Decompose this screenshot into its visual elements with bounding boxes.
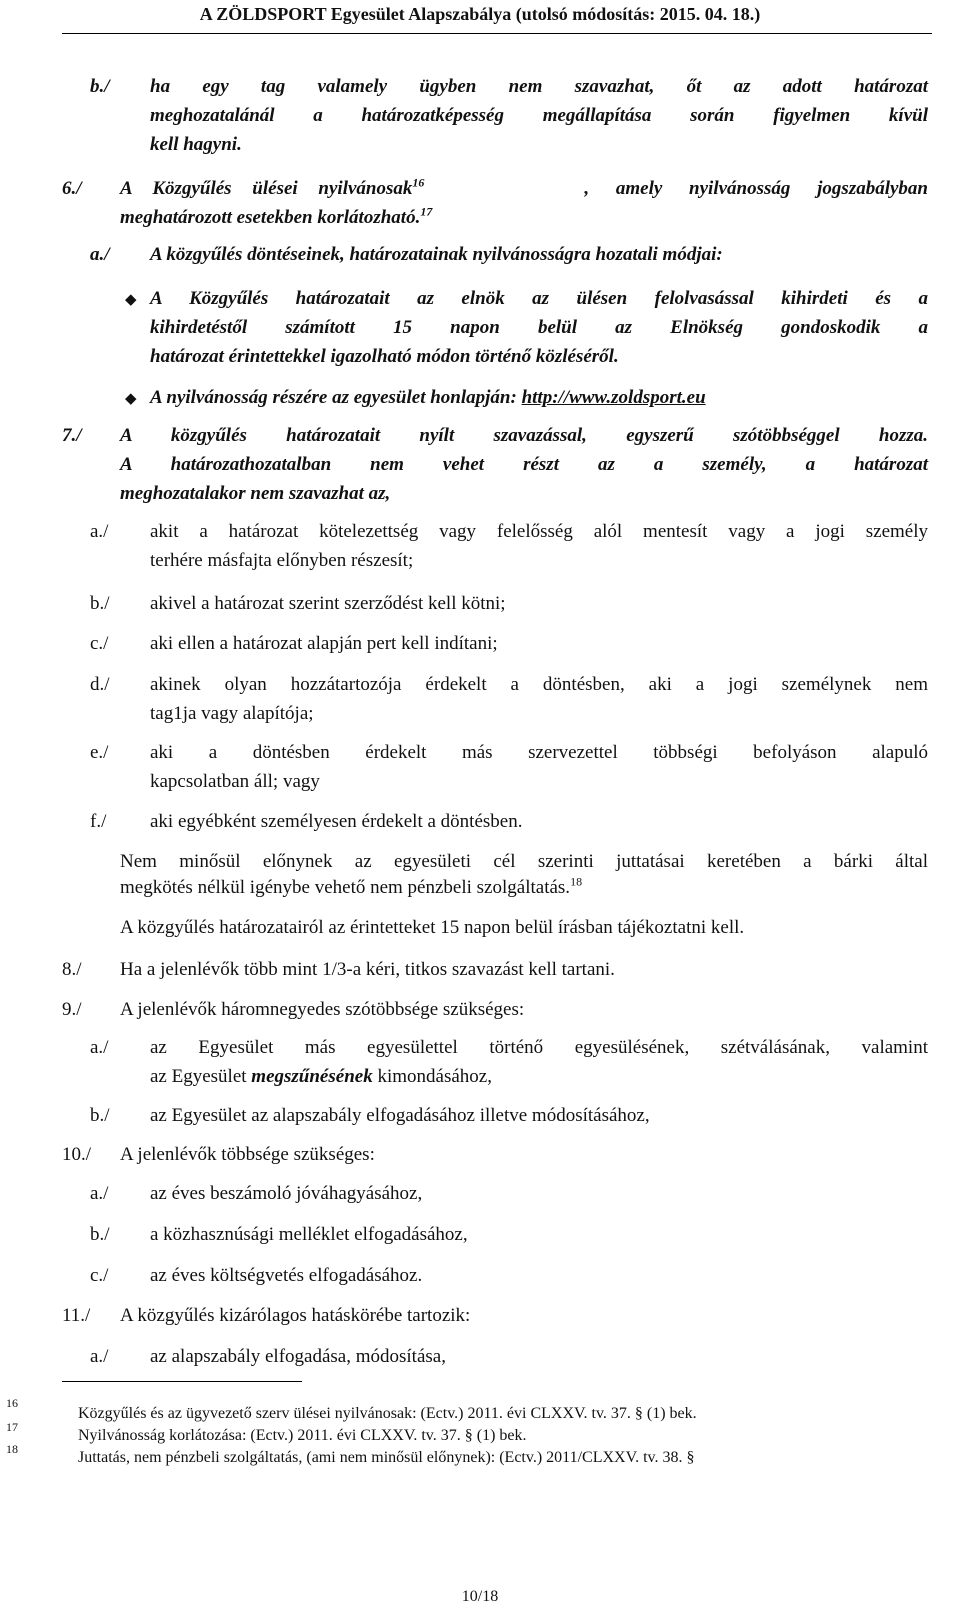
footnote-ref: 17	[420, 204, 433, 219]
text-line: terhére másfajta előnyben részesít;	[150, 550, 414, 571]
text-line: ha egy tag valamely ügyben nem szavazhat, őt az adott határozat	[150, 76, 928, 97]
footnote-divider	[62, 1381, 302, 1382]
item-label: 9./	[62, 999, 82, 1020]
footnote-text: Közgyűlés és az ügyvezető szerv ülései nyilvánosak: (Ectv.) 2011. évi CLXXV. tv. 37. § (1) bek.	[78, 1405, 697, 1422]
text-line	[120, 876, 582, 900]
text-line: kell hagyni.	[150, 134, 242, 155]
text-line: A közgyűlés határozatait nyílt szavazással, egyszerű szótöbbséggel hozza.	[120, 425, 928, 446]
text-line: A jelenlévők többsége szükséges:	[120, 1144, 375, 1165]
footnote-number: 16	[6, 1396, 18, 1410]
item-label: c./	[90, 1265, 109, 1286]
text-line: Nem minősül előnynek az egyesületi cél szerinti juttatásai keretében a bárki által	[120, 851, 928, 872]
text-span: A nyilvánosság részére az egyesület honlapján:	[150, 387, 522, 408]
text-line: akivel a határozat szerint szerződést kell kötni;	[150, 593, 506, 614]
text-line: aki a döntésben érdekelt más szervezettel többségi befolyáson alapuló	[150, 742, 928, 763]
text-line: az Egyesület más egyesülettel történő egyesülésének, szétválásának, valamint	[150, 1037, 928, 1058]
text-line: az Egyesület az alapszabály elfogadásához illetve módosításához,	[150, 1105, 650, 1126]
item-label: c./	[90, 633, 109, 654]
text-line: A határozathozatalban nem vehet részt az a személy, a határozat	[120, 454, 928, 475]
item-label: b./	[90, 1105, 110, 1126]
text-line: akinek olyan hozzátartozója érdekelt a döntésben, aki a jogi személynek nem	[150, 674, 928, 695]
page-header: A ZÖLDSPORT Egyesület Alapszabálya (utolsó módosítás: 2015. 04. 18.)	[199, 4, 761, 24]
diamond-bullet-icon: ◆	[125, 292, 137, 308]
text-line: tag1ja vagy alapítója;	[150, 703, 314, 724]
text-span: kimondásához,	[372, 1066, 492, 1087]
text-line: akit a határozat kötelezettség vagy felelősség alól mentesít vagy a jogi személy	[150, 521, 928, 542]
text-line: az éves beszámoló jóváhagyásához,	[150, 1183, 423, 1204]
item-label: b./	[90, 1224, 110, 1245]
text-line: kapcsolatban áll; vagy	[150, 771, 320, 792]
footnote-ref: 18	[570, 874, 583, 889]
item-label: a./	[90, 1346, 109, 1367]
footnote-text: Juttatás, nem pénzbeli szolgáltatás, (ami nem minősül előnynek): (Ectv.) 2011/CLXXV. tv. 38. §	[78, 1449, 695, 1466]
item-label: a./	[90, 1183, 109, 1204]
item-label: 6./	[62, 178, 82, 199]
text-line: az éves költségvetés elfogadásához.	[150, 1265, 423, 1286]
text-line	[150, 386, 706, 410]
text-line: Ha a jelenlévők több mint 1/3-a kéri, titkos szavazást kell tartani.	[120, 959, 615, 980]
text-span: meghatározott esetekben korlátozható.	[120, 207, 421, 228]
footnote-number: 17	[6, 1420, 18, 1434]
item-label: b./	[90, 76, 110, 97]
item-label: 8./	[62, 959, 82, 980]
item-label: a./	[90, 244, 110, 265]
text-span: , amely nyilvánosság jogszabályban	[584, 178, 928, 199]
footnote-number: 18	[6, 1442, 18, 1456]
emphasis-text: megszűnésének	[251, 1066, 373, 1087]
text-line	[120, 177, 928, 201]
text-line: a közhasznúsági melléklet elfogadásához,	[150, 1224, 468, 1245]
text-line: A Közgyűlés határozatait az elnök az ülésen felolvasással kihirdeti és a	[150, 288, 928, 309]
text-span: megkötés nélkül igénybe vehető nem pénzbeli szolgáltatás.	[120, 877, 571, 898]
text-line: az alapszabály elfogadása, módosítása,	[150, 1346, 446, 1367]
text-line: A jelenlévők háromnegyedes szótöbbsége szükséges:	[120, 999, 525, 1020]
footnote-text: Nyilvánosság korlátozása: (Ectv.) 2011. évi CLXXV. tv. 37. § (1) bek.	[78, 1427, 527, 1444]
text-line: határozat érintettekkel igazolható módon történő közléséről.	[150, 346, 619, 367]
text-span: az Egyesület	[150, 1066, 252, 1087]
website-link[interactable]: http://www.zoldsport.eu	[521, 387, 706, 408]
item-label: a./	[90, 1037, 109, 1058]
diamond-bullet-icon: ◆	[125, 391, 137, 407]
text-line: aki egyébként személyesen érdekelt a döntésben.	[150, 811, 523, 832]
text-line: meghozatalakor nem szavazhat az,	[120, 483, 391, 504]
item-label: 11./	[62, 1305, 91, 1326]
item-label: 10./	[62, 1144, 92, 1165]
text-span: A Közgyűlés ülései nyilvánosak	[120, 178, 413, 199]
item-label: a./	[90, 521, 109, 542]
item-label: 7./	[62, 425, 82, 446]
text-line: aki ellen a határozat alapján pert kell indítani;	[150, 633, 498, 654]
text-line: kihirdetéstől számított 15 napon belül az Elnökség gondoskodik a	[150, 317, 928, 338]
item-label: f./	[90, 811, 107, 832]
item-label: d./	[90, 674, 110, 695]
text-line	[150, 1065, 492, 1089]
text-line: A közgyűlés kizárólagos hatáskörébe tartozik:	[120, 1305, 471, 1326]
item-label: b./	[90, 593, 110, 614]
text-line	[120, 206, 432, 230]
item-label: e./	[90, 742, 109, 763]
header-divider	[62, 33, 932, 34]
footnote-ref: 16	[412, 175, 425, 190]
text-line: meghozatalánál a határozatképesség megállapítása során figyelmen kívül	[150, 105, 928, 126]
text-line: A közgyűlés döntéseinek, határozatainak nyilvánosságra hozatali módjai:	[150, 244, 723, 265]
text-line: A közgyűlés határozatairól az érintetteket 15 napon belül írásban tájékoztatni kell.	[120, 917, 745, 938]
page-number: 10/18	[461, 1588, 499, 1605]
